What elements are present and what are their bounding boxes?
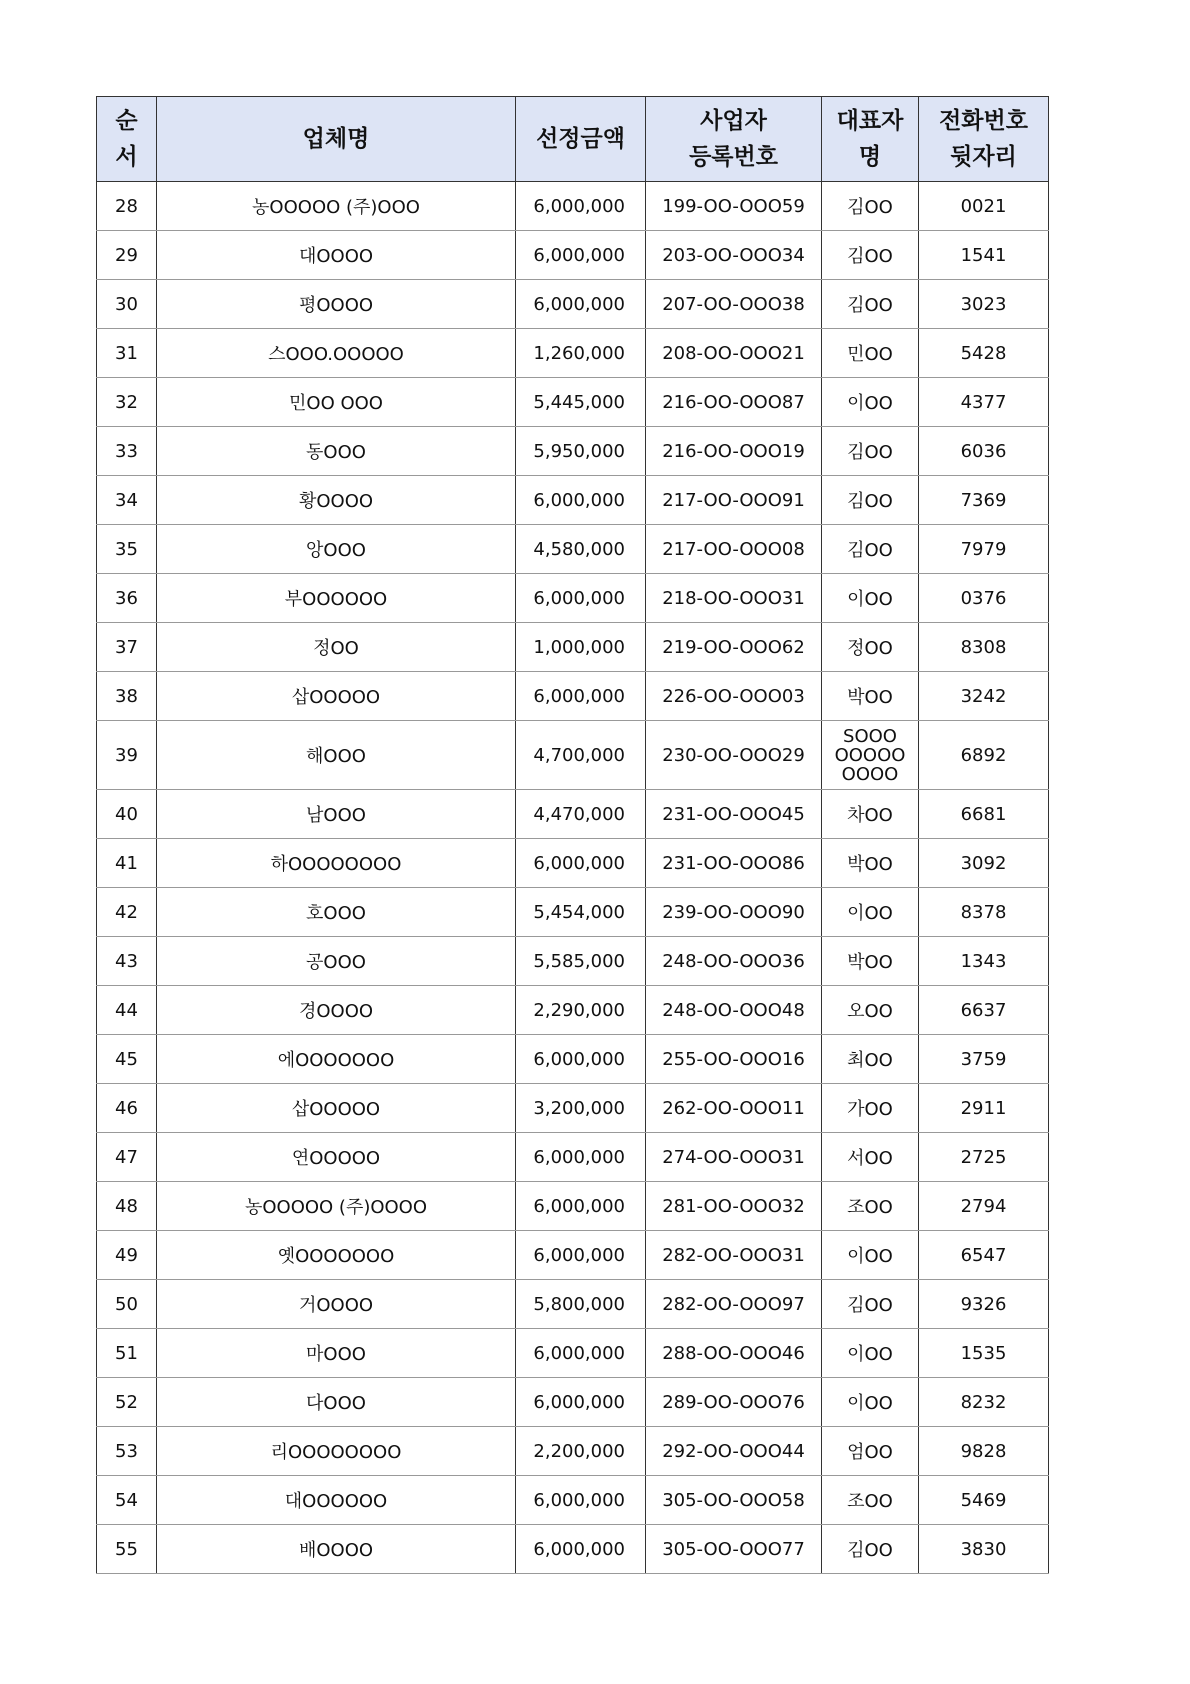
phone-cell: 7369 <box>919 476 1049 525</box>
table-row <box>97 1427 1049 1476</box>
company-cell: 마OOO <box>157 1329 516 1378</box>
representative-cell: 김OO <box>822 525 919 574</box>
representative-cell: 조OO <box>822 1476 919 1525</box>
amount-cell: 6,000,000 <box>516 1133 646 1182</box>
order-cell: 37 <box>97 623 157 672</box>
phone-cell: 5428 <box>919 329 1049 378</box>
order-cell: 51 <box>97 1329 157 1378</box>
bizno-cell: 288-OO-OOO46 <box>646 1329 822 1378</box>
phone-cell: 7979 <box>919 525 1049 574</box>
order-cell: 46 <box>97 1084 157 1133</box>
representative-cell: 이OO <box>822 888 919 937</box>
phone-cell: 3242 <box>919 672 1049 721</box>
company-cell: 경OOOO <box>157 986 516 1035</box>
selection-table <box>96 96 1049 1574</box>
header-rep-line2: 명 <box>858 144 882 170</box>
phone-cell: 6637 <box>919 986 1049 1035</box>
header-representative <box>822 97 919 182</box>
table-row <box>97 378 1049 427</box>
representative-cell: 김OO <box>822 231 919 280</box>
header-phone-line2: 뒷자리 <box>950 144 1017 170</box>
phone-cell: 9326 <box>919 1280 1049 1329</box>
header-bizno-line1: 사업자 <box>700 108 767 134</box>
order-cell: 50 <box>97 1280 157 1329</box>
company-cell: 에OOOOOOO <box>157 1035 516 1084</box>
representative-cell: 이OO <box>822 1378 919 1427</box>
representative-cell: 조OO <box>822 1182 919 1231</box>
amount-cell: 6,000,000 <box>516 1035 646 1084</box>
bizno-cell: 217-OO-OOO91 <box>646 476 822 525</box>
phone-cell: 6681 <box>919 790 1049 839</box>
company-cell: 배OOOO <box>157 1525 516 1574</box>
table-row <box>97 1133 1049 1182</box>
amount-cell: 6,000,000 <box>516 839 646 888</box>
order-cell: 47 <box>97 1133 157 1182</box>
header-bizno-line2: 등록번호 <box>689 144 778 170</box>
header-order <box>97 97 157 182</box>
company-cell: 평OOOO <box>157 280 516 329</box>
table-row <box>97 1231 1049 1280</box>
table-row <box>97 525 1049 574</box>
bizno-cell: 255-OO-OOO16 <box>646 1035 822 1084</box>
phone-cell: 2794 <box>919 1182 1049 1231</box>
bizno-cell: 207-OO-OOO38 <box>646 280 822 329</box>
representative-line: SOOO <box>843 725 897 747</box>
table-row <box>97 280 1049 329</box>
table-row <box>97 182 1049 231</box>
header-order-line1: 순 <box>115 108 138 134</box>
representative-cell: 정OO <box>822 623 919 672</box>
company-cell: 공OOO <box>157 937 516 986</box>
bizno-cell: 281-OO-OOO32 <box>646 1182 822 1231</box>
table-body <box>97 182 1049 1574</box>
header-rep-line1: 대표자 <box>836 108 904 134</box>
representative-cell: 김OO <box>822 1280 919 1329</box>
header-order-line2: 서 <box>115 144 138 170</box>
order-cell: 43 <box>97 937 157 986</box>
table-row <box>97 1182 1049 1231</box>
representative-cell: 김OO <box>822 1525 919 1574</box>
bizno-cell: 231-OO-OOO45 <box>646 790 822 839</box>
representative-cell: 박OO <box>822 839 919 888</box>
representative-cell <box>822 721 919 790</box>
header-phone-line1: 전화번호 <box>939 108 1028 134</box>
phone-cell: 5469 <box>919 1476 1049 1525</box>
order-cell: 48 <box>97 1182 157 1231</box>
table-row <box>97 839 1049 888</box>
company-cell: 대OOOOOO <box>157 1476 516 1525</box>
representative-cell: 가OO <box>822 1084 919 1133</box>
amount-cell: 6,000,000 <box>516 182 646 231</box>
table-row <box>97 672 1049 721</box>
bizno-cell: 289-OO-OOO76 <box>646 1378 822 1427</box>
order-cell: 38 <box>97 672 157 721</box>
company-cell: 해OOO <box>157 721 516 790</box>
phone-cell: 1541 <box>919 231 1049 280</box>
table-row <box>97 1280 1049 1329</box>
representative-cell: 이OO <box>822 1329 919 1378</box>
company-cell: 앙OOO <box>157 525 516 574</box>
order-cell: 44 <box>97 986 157 1035</box>
phone-cell: 8378 <box>919 888 1049 937</box>
company-cell: 하OOOOOOOO <box>157 839 516 888</box>
representative-cell: 김OO <box>822 427 919 476</box>
bizno-cell: 262-OO-OOO11 <box>646 1084 822 1133</box>
phone-cell: 1535 <box>919 1329 1049 1378</box>
order-cell: 41 <box>97 839 157 888</box>
order-cell: 40 <box>97 790 157 839</box>
table-row <box>97 790 1049 839</box>
order-cell: 35 <box>97 525 157 574</box>
company-cell: 민OO OOO <box>157 378 516 427</box>
table-row <box>97 1329 1049 1378</box>
amount-cell: 4,470,000 <box>516 790 646 839</box>
company-cell: 거OOOO <box>157 1280 516 1329</box>
table-row <box>97 427 1049 476</box>
phone-cell: 0021 <box>919 182 1049 231</box>
phone-cell: 2725 <box>919 1133 1049 1182</box>
representative-cell: 이OO <box>822 574 919 623</box>
bizno-cell: 305-OO-OOO77 <box>646 1525 822 1574</box>
company-cell: 농OOOOO (주)OOOO <box>157 1182 516 1231</box>
amount-cell: 2,200,000 <box>516 1427 646 1476</box>
order-cell: 45 <box>97 1035 157 1084</box>
company-cell: 다OOO <box>157 1378 516 1427</box>
amount-cell: 6,000,000 <box>516 231 646 280</box>
table-row <box>97 986 1049 1035</box>
table-row <box>97 721 1049 790</box>
table-row <box>97 231 1049 280</box>
company-cell: 삽OOOOO <box>157 672 516 721</box>
bizno-cell: 230-OO-OOO29 <box>646 721 822 790</box>
table-row <box>97 888 1049 937</box>
company-cell: 남OOO <box>157 790 516 839</box>
amount-cell: 6,000,000 <box>516 1476 646 1525</box>
amount-cell: 6,000,000 <box>516 672 646 721</box>
header-amount: 선정금액 <box>516 97 646 182</box>
representative-cell: 민OO <box>822 329 919 378</box>
amount-cell: 6,000,000 <box>516 1231 646 1280</box>
amount-cell: 5,950,000 <box>516 427 646 476</box>
representative-cell: 이OO <box>822 378 919 427</box>
phone-cell: 1343 <box>919 937 1049 986</box>
company-cell: 스OOO.OOOOO <box>157 329 516 378</box>
representative-line: OOOOO <box>834 744 906 766</box>
bizno-cell: 292-OO-OOO44 <box>646 1427 822 1476</box>
order-cell: 49 <box>97 1231 157 1280</box>
representative-cell: 박OO <box>822 672 919 721</box>
order-cell: 36 <box>97 574 157 623</box>
order-cell: 34 <box>97 476 157 525</box>
bizno-cell: 217-OO-OOO08 <box>646 525 822 574</box>
amount-cell: 6,000,000 <box>516 476 646 525</box>
amount-cell: 3,200,000 <box>516 1084 646 1133</box>
phone-cell: 6892 <box>919 721 1049 790</box>
table-row <box>97 476 1049 525</box>
bizno-cell: 248-OO-OOO36 <box>646 937 822 986</box>
company-cell: 리OOOOOOOO <box>157 1427 516 1476</box>
company-cell: 호OOO <box>157 888 516 937</box>
table-row <box>97 1476 1049 1525</box>
amount-cell: 5,454,000 <box>516 888 646 937</box>
table-row <box>97 623 1049 672</box>
header-row <box>97 97 1049 182</box>
table-header <box>97 97 1049 182</box>
phone-cell: 3830 <box>919 1525 1049 1574</box>
phone-cell: 4377 <box>919 378 1049 427</box>
amount-cell: 6,000,000 <box>516 1182 646 1231</box>
bizno-cell: 216-OO-OOO87 <box>646 378 822 427</box>
company-cell: 농OOOOO (주)OOO <box>157 182 516 231</box>
company-cell: 옛OOOOOOO <box>157 1231 516 1280</box>
table-row <box>97 1084 1049 1133</box>
representative-cell: 엄OO <box>822 1427 919 1476</box>
table-row <box>97 329 1049 378</box>
company-cell: 연OOOOO <box>157 1133 516 1182</box>
header-phone <box>919 97 1049 182</box>
order-cell: 52 <box>97 1378 157 1427</box>
bizno-cell: 231-OO-OOO86 <box>646 839 822 888</box>
bizno-cell: 199-OO-OOO59 <box>646 182 822 231</box>
amount-cell: 1,260,000 <box>516 329 646 378</box>
bizno-cell: 305-OO-OOO58 <box>646 1476 822 1525</box>
company-cell: 동OOO <box>157 427 516 476</box>
amount-cell: 6,000,000 <box>516 1329 646 1378</box>
bizno-cell: 219-OO-OOO62 <box>646 623 822 672</box>
header-bizno <box>646 97 822 182</box>
representative-line: OOOO <box>841 763 899 785</box>
amount-cell: 5,800,000 <box>516 1280 646 1329</box>
order-cell: 53 <box>97 1427 157 1476</box>
bizno-cell: 274-OO-OOO31 <box>646 1133 822 1182</box>
bizno-cell: 282-OO-OOO97 <box>646 1280 822 1329</box>
bizno-cell: 203-OO-OOO34 <box>646 231 822 280</box>
table-row <box>97 1378 1049 1427</box>
amount-cell: 6,000,000 <box>516 280 646 329</box>
representative-cell: 서OO <box>822 1133 919 1182</box>
amount-cell: 6,000,000 <box>516 1525 646 1574</box>
order-cell: 31 <box>97 329 157 378</box>
order-cell: 39 <box>97 721 157 790</box>
amount-cell: 5,445,000 <box>516 378 646 427</box>
header-company: 업체명 <box>157 97 516 182</box>
representative-cell: 최OO <box>822 1035 919 1084</box>
bizno-cell: 239-OO-OOO90 <box>646 888 822 937</box>
phone-cell: 8232 <box>919 1378 1049 1427</box>
company-cell: 부OOOOOO <box>157 574 516 623</box>
order-cell: 29 <box>97 231 157 280</box>
bizno-cell: 218-OO-OOO31 <box>646 574 822 623</box>
company-cell: 삽OOOOO <box>157 1084 516 1133</box>
order-cell: 54 <box>97 1476 157 1525</box>
company-cell: 대OOOO <box>157 231 516 280</box>
representative-cell: 이OO <box>822 1231 919 1280</box>
representative-cell: 김OO <box>822 476 919 525</box>
representative-cell: 박OO <box>822 937 919 986</box>
amount-cell: 4,700,000 <box>516 721 646 790</box>
representative-cell: 김OO <box>822 182 919 231</box>
order-cell: 42 <box>97 888 157 937</box>
bizno-cell: 208-OO-OOO21 <box>646 329 822 378</box>
table-row <box>97 574 1049 623</box>
phone-cell: 0376 <box>919 574 1049 623</box>
bizno-cell: 216-OO-OOO19 <box>646 427 822 476</box>
representative-cell: 김OO <box>822 280 919 329</box>
bizno-cell: 248-OO-OOO48 <box>646 986 822 1035</box>
phone-cell: 2911 <box>919 1084 1049 1133</box>
amount-cell: 5,585,000 <box>516 937 646 986</box>
amount-cell: 6,000,000 <box>516 574 646 623</box>
bizno-cell: 226-OO-OOO03 <box>646 672 822 721</box>
representative-cell: 차OO <box>822 790 919 839</box>
phone-cell: 9828 <box>919 1427 1049 1476</box>
amount-cell: 4,580,000 <box>516 525 646 574</box>
order-cell: 32 <box>97 378 157 427</box>
table-row <box>97 937 1049 986</box>
order-cell: 30 <box>97 280 157 329</box>
company-cell: 황OOOO <box>157 476 516 525</box>
amount-cell: 1,000,000 <box>516 623 646 672</box>
order-cell: 55 <box>97 1525 157 1574</box>
table-row <box>97 1525 1049 1574</box>
phone-cell: 3759 <box>919 1035 1049 1084</box>
amount-cell: 2,290,000 <box>516 986 646 1035</box>
phone-cell: 6547 <box>919 1231 1049 1280</box>
phone-cell: 3023 <box>919 280 1049 329</box>
phone-cell: 3092 <box>919 839 1049 888</box>
phone-cell: 6036 <box>919 427 1049 476</box>
bizno-cell: 282-OO-OOO31 <box>646 1231 822 1280</box>
phone-cell: 8308 <box>919 623 1049 672</box>
order-cell: 28 <box>97 182 157 231</box>
amount-cell: 6,000,000 <box>516 1378 646 1427</box>
table-row <box>97 1035 1049 1084</box>
company-cell: 정OO <box>157 623 516 672</box>
representative-cell: 오OO <box>822 986 919 1035</box>
order-cell: 33 <box>97 427 157 476</box>
